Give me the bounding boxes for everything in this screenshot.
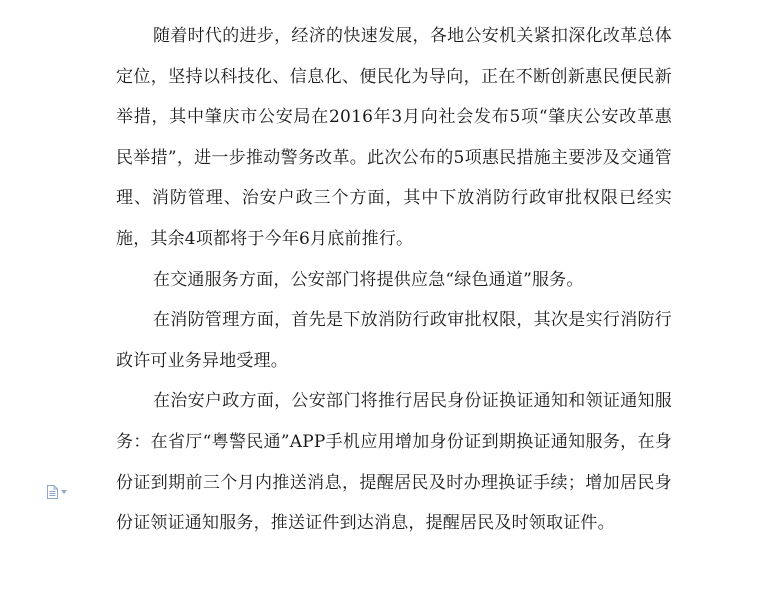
paragraph-options-button[interactable]: [47, 484, 79, 500]
paragraph-fire: 在消防管理方面，首先是下放消防行政审批权限，其次是实行消防行政许可业务异地受理。: [116, 310, 672, 371]
chevron-down-icon: [61, 490, 67, 494]
document-body: [116, 16, 672, 544]
paragraph-intro: 随着时代的进步，经济的快速发展，各地公安机关紧扣深化改革总体定位，坚持以科技化、信息化、便民化为导向，正在不断创新惠民便民新举措，其中肇庆市公安局在2016年3月向社会发布5项“肇庆公安改革惠民举措”，进一步推动警务改革。此次公布的5项惠民措施主要涉及交通管理、消防管理、治安户政三个方面，其中下放消防行政审批权限已经实施，其余4项都将于今年6月底前推行。: [116, 26, 672, 249]
paragraph-traffic: 在交通服务方面，公安部门将提供应急“绿色通道”服务。: [153, 269, 584, 290]
paragraph-household: 在治安户政方面，公安部门将推行居民身份证换证通知和领证通知服务：在省厅“粤警民通”APP手机应用增加身份证到期换证通知服务，在身份证到期前三个月内推送消息，提醒居民及时办理换证手续；增加居民身份证领证通知服务，推送证件到达消息，提醒居民及时领取证件。: [116, 391, 672, 534]
document-icon: [47, 485, 58, 499]
